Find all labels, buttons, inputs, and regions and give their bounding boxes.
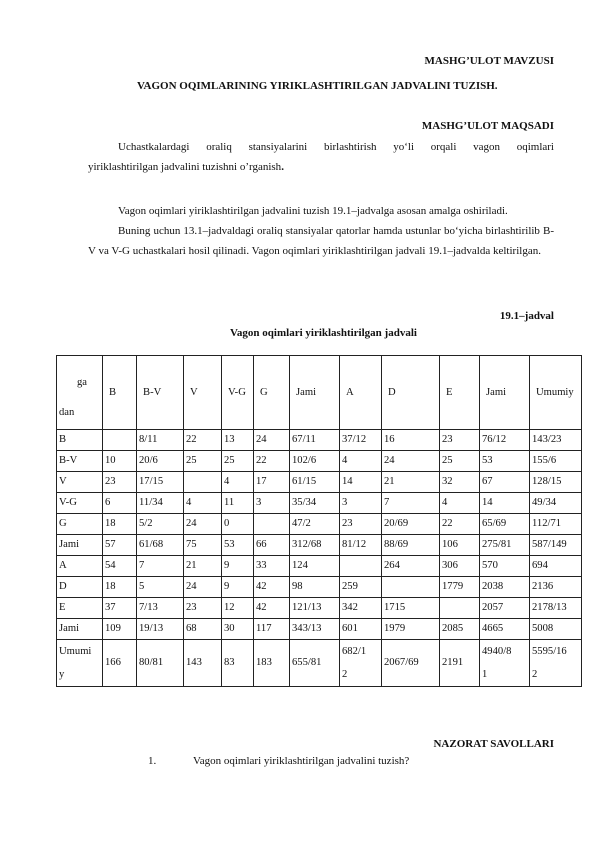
table-cell: 23: [103, 472, 137, 493]
table-cell: 4: [340, 451, 382, 472]
table-cell-part: 682/1: [342, 646, 367, 657]
table-cell: 23: [184, 598, 222, 619]
table-cell: 32: [440, 472, 480, 493]
row-label-cell: A: [57, 556, 103, 577]
table-cell: 7: [382, 493, 440, 514]
header-b-v: B-V: [137, 356, 184, 430]
table-cell: 23: [340, 514, 382, 535]
table-row: [57, 577, 582, 598]
table-cell: 24: [184, 514, 222, 535]
table-cell: 112/71: [530, 514, 582, 535]
table-cell: 80/81: [137, 640, 184, 687]
row-label-cell: B-V: [57, 451, 103, 472]
table-cell: 14: [480, 493, 530, 514]
table-cell: 19/13: [137, 619, 184, 640]
table-cell: [480, 640, 530, 687]
table-cell-part: 4940/8: [482, 646, 512, 657]
table-cell: 5008: [530, 619, 582, 640]
table-cell: 7: [137, 556, 184, 577]
table-number: 19.1–jadval: [499, 310, 554, 322]
table-cell: 1779: [440, 577, 480, 598]
table-row: [57, 556, 582, 577]
table-cell: 35/34: [290, 493, 340, 514]
row-label-cell: Jami: [57, 619, 103, 640]
table-row: [57, 451, 582, 472]
table-cell: 10: [103, 451, 137, 472]
table-cell: 4: [440, 493, 480, 514]
table-cell: 128/15: [530, 472, 582, 493]
table-cell: 66: [254, 535, 290, 556]
table-cell: 109: [103, 619, 137, 640]
table-cell: 9: [222, 556, 254, 577]
row-label-cell: D: [57, 577, 103, 598]
table-cell: 4: [222, 472, 254, 493]
table-cell: 18: [103, 577, 137, 598]
row-label-cell: G: [57, 514, 103, 535]
table-cell: 343/13: [290, 619, 340, 640]
table-cell: 0: [222, 514, 254, 535]
table-cell: 143/23: [530, 430, 582, 451]
table-row: [57, 598, 582, 619]
header-b: B: [103, 356, 137, 430]
header-total-2: Jami: [480, 356, 530, 430]
table-cell: 11/34: [137, 493, 184, 514]
header-d: D: [382, 356, 440, 430]
table-cell: 5/2: [137, 514, 184, 535]
table-cell: 22: [440, 514, 480, 535]
table-cell-part: 5595/16: [532, 646, 567, 657]
table-cell: 342: [340, 598, 382, 619]
table-cell: 30: [222, 619, 254, 640]
paragraph-2: Buning uchun 13.1–jadvaldagi oraliq stansiyalar qatorlar hamda ustunlar bo‘yicha birlashtirilib B-V va V-G uchastkalari hosil qilinadi. Vagon oqimlari yiriklashtirilgan jadvali 19.1–jadvalda keltirilgan.: [88, 225, 554, 257]
question-1-number: 1.: [148, 755, 157, 767]
question-1-text: Vagon oqimlari yiriklashtirilgan jadvalini tuzish?: [193, 755, 410, 767]
table-cell: 25: [440, 451, 480, 472]
table-cell: 2136: [530, 577, 582, 598]
table-cell: 24: [254, 430, 290, 451]
table-cell: 54: [103, 556, 137, 577]
table-cell: 1979: [382, 619, 440, 640]
row-label-cell: Jami: [57, 535, 103, 556]
table-cell: 3: [254, 493, 290, 514]
table-cell: 6: [103, 493, 137, 514]
table-cell: 76/12: [480, 430, 530, 451]
table-cell: 7/13: [137, 598, 184, 619]
table-cell: 61/68: [137, 535, 184, 556]
control-label: NAZORAT SAVOLLARI: [433, 738, 554, 750]
table-row: [57, 619, 582, 640]
table-cell: 18: [103, 514, 137, 535]
table-cell: 275/81: [480, 535, 530, 556]
table-cell: 17/15: [137, 472, 184, 493]
header-v-g: V-G: [222, 356, 254, 430]
flow-table: [56, 355, 582, 687]
table-cell: 22: [184, 430, 222, 451]
corner-cell: [57, 356, 103, 430]
table-cell: [340, 640, 382, 687]
table-cell: 5: [137, 577, 184, 598]
table-cell: 42: [254, 598, 290, 619]
table-cell: 49/34: [530, 493, 582, 514]
goal-line-1: Uchastkalardagi oraliq stansiyalarini birlashtirish yo‘li orqali vagon oqimlari: [118, 141, 554, 153]
table-cell: 12: [222, 598, 254, 619]
table-cell: 11: [222, 493, 254, 514]
table-cell: [184, 472, 222, 493]
table-row: [57, 472, 582, 493]
table-cell: 61/15: [290, 472, 340, 493]
table-cell: 2038: [480, 577, 530, 598]
table-cell: 17: [254, 472, 290, 493]
table-cell: [254, 514, 290, 535]
table-cell: 16: [382, 430, 440, 451]
row-label-cell: V: [57, 472, 103, 493]
table-cell: 23: [440, 430, 480, 451]
table-cell: 601: [340, 619, 382, 640]
table-cell: 42: [254, 577, 290, 598]
table-cell: [382, 577, 440, 598]
row-label-cell: E: [57, 598, 103, 619]
table-cell-part: 2: [342, 669, 348, 680]
header-a: A: [340, 356, 382, 430]
table-cell: [103, 430, 137, 451]
goal-period: .: [281, 161, 284, 173]
table-cell: 98: [290, 577, 340, 598]
table-cell: 20/6: [137, 451, 184, 472]
table-cell: 121/13: [290, 598, 340, 619]
table-cell: 655/81: [290, 640, 340, 687]
table-cell: 143: [184, 640, 222, 687]
table-cell: 20/69: [382, 514, 440, 535]
table-cell: [440, 598, 480, 619]
table-cell: 21: [184, 556, 222, 577]
table-cell: 306: [440, 556, 480, 577]
table-cell: 2057: [480, 598, 530, 619]
table-cell: 81/12: [340, 535, 382, 556]
goal-label: MASHG’ULOT MAQSADI: [421, 120, 554, 132]
header-v: V: [184, 356, 222, 430]
table-cell: 1715: [382, 598, 440, 619]
table-cell: 587/149: [530, 535, 582, 556]
table-cell: 37/12: [340, 430, 382, 451]
table-cell: [530, 640, 582, 687]
table-cell: 67: [480, 472, 530, 493]
topic-title: VAGON OQIMLARINING YIRIKLASHTIRILGAN JADVALINI TUZISH.: [137, 80, 498, 92]
table-row: [57, 430, 582, 451]
table-cell: 68: [184, 619, 222, 640]
table-cell: 33: [254, 556, 290, 577]
table-cell: 124: [290, 556, 340, 577]
table-cell: 4665: [480, 619, 530, 640]
table-cell: 259: [340, 577, 382, 598]
header-overall: Umumiy: [530, 356, 582, 430]
table-cell: 8/11: [137, 430, 184, 451]
table-cell: 24: [382, 451, 440, 472]
table-cell-part: 2: [532, 669, 538, 680]
goal-line-2: [88, 157, 554, 177]
table-cell: 570: [480, 556, 530, 577]
table-cell: 25: [184, 451, 222, 472]
table-cell: 14: [340, 472, 382, 493]
table-cell: 53: [222, 535, 254, 556]
table-cell: 264: [382, 556, 440, 577]
row-label-cell: B: [57, 430, 103, 451]
table-cell: 75: [184, 535, 222, 556]
table-row: [57, 493, 582, 514]
table-cell: [340, 556, 382, 577]
row-label-cell: V-G: [57, 493, 103, 514]
table-cell: 22: [254, 451, 290, 472]
table-cell: 155/6: [530, 451, 582, 472]
cell-overall-label-b: y: [59, 669, 65, 680]
table-cell: 3: [340, 493, 382, 514]
table-cell: 53: [480, 451, 530, 472]
table-cell: 694: [530, 556, 582, 577]
table-cell: 2067/69: [382, 640, 440, 687]
table-cell: 9: [222, 577, 254, 598]
table-cell: 65/69: [480, 514, 530, 535]
table-cell: 24: [184, 577, 222, 598]
table-cell: 13: [222, 430, 254, 451]
header-g: G: [254, 356, 290, 430]
corner-from-label: dan: [59, 407, 75, 418]
cell-overall-label: [57, 640, 103, 687]
table-cell: 25: [222, 451, 254, 472]
table-cell: 67/11: [290, 430, 340, 451]
table-cell: 4: [184, 493, 222, 514]
table-cell: 102/6: [290, 451, 340, 472]
table-row: [57, 514, 582, 535]
table-cell: 2191: [440, 640, 480, 687]
table-cell: 183: [254, 640, 290, 687]
table-cell: 312/68: [290, 535, 340, 556]
table-cell-part: 1: [482, 669, 488, 680]
table-cell: 57: [103, 535, 137, 556]
table-cell: 106: [440, 535, 480, 556]
table-cell: 37: [103, 598, 137, 619]
paragraph-1: Vagon oqimlari yiriklashtirilgan jadvalini tuzish 19.1–jadvalga asosan amalga oshiriladi.: [118, 205, 508, 217]
table-title: Vagon oqimlari yiriklashtirilgan jadvali: [230, 327, 417, 339]
table-cell: 83: [222, 640, 254, 687]
table-row: [57, 535, 582, 556]
table-cell: 2085: [440, 619, 480, 640]
header-e: E: [440, 356, 480, 430]
table-cell: 166: [103, 640, 137, 687]
table-cell: 47/2: [290, 514, 340, 535]
goal-paragraph: [88, 137, 554, 177]
table-cell: 2178/13: [530, 598, 582, 619]
header-total-1: Jami: [290, 356, 340, 430]
table-cell: 21: [382, 472, 440, 493]
corner-to-label: ga: [77, 377, 87, 388]
table-header-row: [57, 356, 582, 430]
topic-label: MASHG’ULOT MAVZUSI: [424, 55, 554, 67]
table-cell: 88/69: [382, 535, 440, 556]
table-row-overall: [57, 640, 582, 687]
goal-line-2-text: yiriklashtirilgan jadvalini tuzishni o’rganish: [88, 161, 282, 173]
table-cell: 117: [254, 619, 290, 640]
cell-overall-label-a: Umumi: [59, 646, 92, 657]
